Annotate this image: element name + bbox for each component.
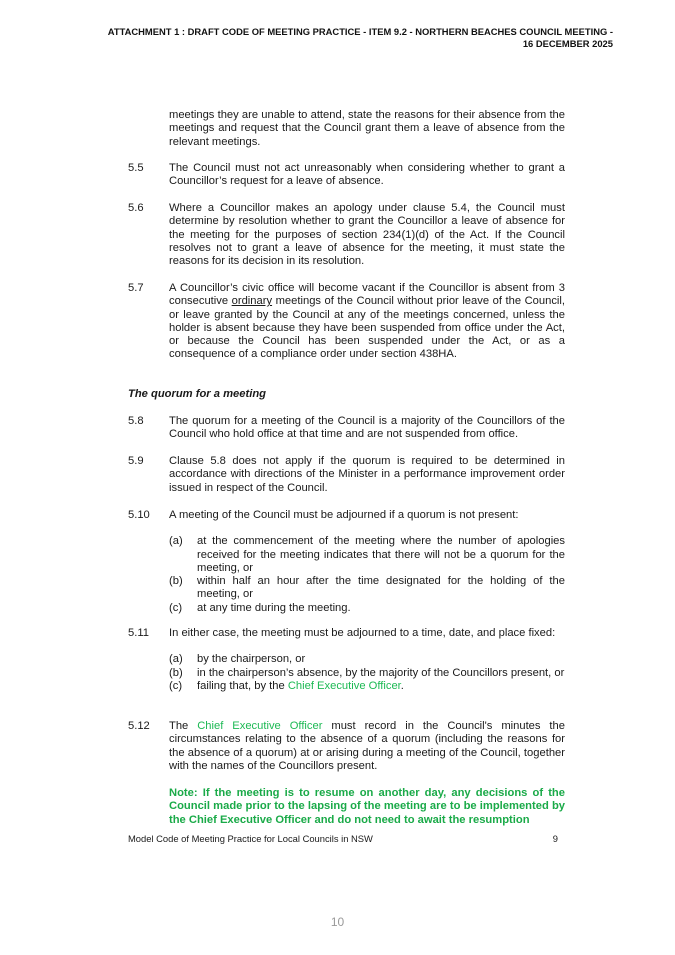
clause-5-8 (128, 415, 565, 442)
section-heading-quorum: The quorum for a meeting (128, 388, 266, 400)
clause-5-5 (128, 162, 565, 189)
clause-text: Clause 5.8 does not apply if the quorum is required to be determined in accordance with directions of the Minister in a performance improvement order issued in respect of the Council. (169, 455, 565, 494)
clause-5-6 (128, 202, 565, 268)
clause-text: A Councillor’s civic office will become vacant if the Councillor is absent from 3 consecutive ordinary meetings of the Council without prior leave of the Council, or leave granted by the Council at any of the meetings concerned, unless the holder is absent because they have been suspended from office under the Act, or because the Council has been suspended under the Act, or as a consequence of a compliance order under section 438HA. (169, 282, 566, 361)
page-footer (128, 833, 558, 844)
role-highlight: Chief Executive Officer (287, 679, 401, 692)
clause-text: A meeting of the Council must be adjourned if a quorum is not present: (169, 509, 519, 521)
clause-text: Where a Councillor makes an apology under clause 5.4, the Council must determine by resolution whether to grant the Councillor a leave of absence for the meeting for the purposes of section 234(1)(d) of the Act. If the Council resolves not to grant a leave of absence for the meeting, it must state the reasons for its decision in its resolution. (169, 202, 565, 268)
clause-text: In either case, the meeting must be adjourned to a time, date, and place fixed: (169, 627, 556, 639)
clause-5-11 (128, 627, 565, 693)
header-line-2: 16 DECEMBER 2025 (522, 38, 613, 49)
attachment-header (13, 26, 613, 50)
clause-number: 5.5 (128, 162, 144, 174)
clause-number: 5.12 (128, 720, 150, 732)
clause-number: 5.11 (128, 627, 149, 639)
continuation-paragraph: meetings they are unable to attend, state the reasons for their absence from the meetings and request that the Council grant them a leave of absence from the relevant meetings. (169, 109, 565, 148)
clause-number: 5.6 (128, 202, 144, 214)
clause-5-7 (128, 282, 565, 362)
clause-number: 5.9 (128, 455, 144, 467)
clause-text: The Chief Executive Officer must record in the Council's minutes the circumstances relating to the absence of a quorum (including the reasons for the absence of a quorum) at or arising during a meeting of the Council, together with the names of the Councillors present. (169, 720, 565, 772)
sub-item-a: (a) at the commencement of the meeting where the number of apologies received for the meeting indicates that there will not be a quorum for the meeting, or (169, 535, 565, 574)
clause-5-9 (128, 455, 565, 495)
sub-item-b: (b) within half an hour after the time designated for the holding of the meeting, or (169, 575, 565, 601)
sub-item-c: (c) failing that, by the Chief Executive Officer. (169, 679, 404, 692)
sub-item-c: (c) at any time during the meeting. (169, 601, 351, 614)
clause-5-12 (128, 720, 565, 773)
sub-item-b: (b) in the chairperson’s absence, by the majority of the Councillors present, or (169, 666, 565, 679)
clause-text: The quorum for a meeting of the Council is a majority of the Councillors of the Council who hold office at that time and are not suspended from office. (169, 415, 565, 441)
sub-item-a: (a) by the chairperson, or (169, 653, 306, 666)
clause-text: The Council must not act unreasonably when considering whether to grant a Councillor’s request for a leave of absence. (169, 162, 565, 188)
viewer-page-number: 10 (330, 915, 345, 929)
clause-number: 5.8 (128, 415, 144, 427)
footer-page-number: 9 (552, 833, 558, 844)
clause-5-10 (128, 509, 565, 615)
note-paragraph: Note: If the meeting is to resume on another day, any decisions of the Council made prior to the lapsing of the meeting are to be implemented by the Chief Executive Officer and do not need to await the resumption (169, 787, 565, 826)
header-line-1: ATTACHMENT 1 : DRAFT CODE OF MEETING PRACTICE - ITEM 9.2 - NORTHERN BEACHES COUNCIL MEETING - (107, 26, 613, 37)
underlined-word: ordinary (231, 295, 273, 308)
clause-number: 5.7 (128, 282, 144, 294)
footer-title: Model Code of Meeting Practice for Local Councils in NSW (128, 833, 373, 844)
clause-number: 5.10 (128, 509, 150, 521)
role-highlight: Chief Executive Officer (197, 720, 323, 732)
